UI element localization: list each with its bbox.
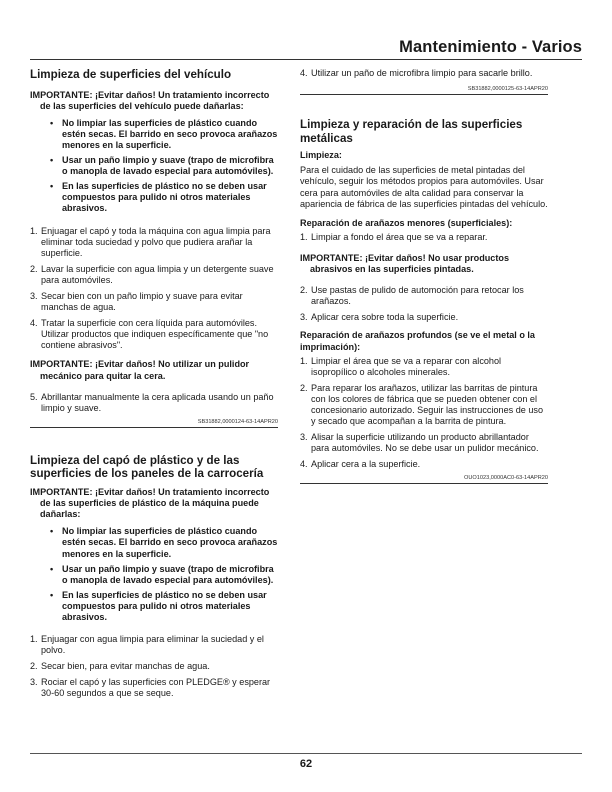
- step-item: 2. Secar bien, para evitar manchas de agua.: [30, 661, 210, 672]
- step-item: 1. Enjuagar con agua limpia para eliminar la suciedad y el polvo.: [30, 634, 264, 656]
- important-notice: IMPORTANTE: ¡Evitar daños! Un tratamiento incorrecto de las superficies de plástico de la máquina puede dañarlas:: [30, 487, 270, 520]
- step-item: 1. Limpiar a fondo el área que se va a reparar.: [300, 231, 488, 242]
- step-list: [30, 226, 278, 352]
- list-item: • No limpiar las superficies de plástico cuando estén secas. El barrido en seco provoca arañazos menores en la superficie.: [50, 526, 278, 559]
- bullet-icon: •: [50, 155, 54, 166]
- section-heading-plastic-hood: Limpieza del capó de plástico y de las superficies de los paneles de la carrocería: [30, 453, 264, 481]
- list-item: • En las superficies de plástico no se deben usar compuestos para pulido ni otros materiales abrasivos.: [50, 589, 267, 622]
- list-item: • Usar un paño limpio y suave (trapo de microfibra o manopla de lavado especial para automóviles).: [50, 155, 274, 177]
- section-heading-metal-surfaces: Limpieza y reparación de las superficies metálicas: [300, 118, 523, 145]
- subheading-cleaning: Limpieza:: [300, 150, 342, 161]
- important-notice: IMPORTANTE: ¡Evitar daños! No utilizar un pulidor mecánico para quitar la cera.: [30, 359, 250, 381]
- step-item: 5. Abrillantar manualmente la cera aplicada usando un paño limpio y suave.: [30, 391, 274, 413]
- title-rule: [30, 59, 582, 60]
- step-item: 4. Utilizar un paño de microfibra limpio para sacarle brillo.: [300, 68, 533, 78]
- bullet-icon: •: [50, 526, 54, 537]
- bullet-list: [30, 118, 278, 215]
- page-title: Mantenimiento - Varios: [399, 38, 582, 56]
- right-column: [300, 66, 548, 484]
- step-list: [300, 356, 548, 471]
- step-item: 4. Tratar la superficie con cera líquida para automóviles. Utilizar productos que indiquen específicamente que "no contiene abrasivos".: [30, 318, 269, 351]
- step-list: [30, 634, 278, 699]
- page-number: 62: [299, 758, 313, 770]
- step-item: 2. Lavar la superficie con agua limpia y un detergente suave para automóviles.: [30, 263, 274, 285]
- reference-code: SB31882,0000124-63-14APR20: [30, 419, 278, 428]
- step-item: 3. Secar bien con un paño limpio y suave para evitar manchas de agua.: [30, 291, 243, 313]
- bullet-icon: •: [50, 117, 54, 128]
- bullet-icon: •: [50, 589, 54, 600]
- bullet-icon: •: [50, 181, 54, 192]
- step-list: [300, 68, 548, 79]
- step-item: 2. Use pastas de pulido de automoción para retocar los arañazos.: [300, 285, 524, 307]
- section-heading-vehicle-surfaces: Limpieza de superficies del vehículo: [30, 68, 232, 81]
- step-list: [300, 285, 548, 323]
- step-item: 3. Alisar la superficie utilizando un producto abrillantador para automóviles. No se debe usar un pulidor mecánico.: [300, 432, 539, 454]
- list-item: • Usar un paño limpio y suave (trapo de microfibra o manopla de lavado especial para automóviles).: [50, 563, 274, 585]
- bullet-icon: •: [50, 563, 54, 574]
- reference-code: SB31882,0000125-63-14APR20: [300, 86, 548, 95]
- important-notice: IMPORTANTE: ¡Evitar daños! Un tratamiento incorrecto de las superficies del vehículo puede dañarlas:: [30, 89, 270, 111]
- list-item: • En las superficies de plástico no se deben usar compuestos para pulido ni otros materiales abrasivos.: [50, 181, 267, 214]
- step-item: 1. Limpiar el área que se va a reparar con alcohol isopropílico o alcoholes minerales.: [300, 355, 502, 377]
- important-notice: IMPORTANTE: ¡Evitar daños! No usar productos abrasivos en las superficies pintadas.: [300, 252, 510, 275]
- step-item: 2. Para reparar los arañazos, utilizar las barritas de pintura con los colores de fábrica que se pueden obtener con el concesionario autorizado. Seguir las instrucciones de uso y secado que acompañan a la barrita de pintura.: [300, 382, 544, 427]
- paragraph: Para el cuidado de las superficies de metal pintadas del vehículo, seguir los métodos propios para automóviles. Usar cera para automóviles de alta calidad para conservar la apariencia de fábrica de las superficies pintadas del vehículo.: [300, 165, 548, 209]
- subheading-deep-scratch: Reparación de arañazos profundos (se ve el metal o la imprimación):: [300, 330, 535, 352]
- step-item: 3. Rociar el capó y las superficies con PLEDGE® y esperar 30-60 segundos a que se seque.: [30, 677, 271, 699]
- footer-rule: [30, 753, 582, 754]
- subheading-minor-scratch: Reparación de arañazos menores (superficiales):: [300, 217, 513, 228]
- step-list: [30, 392, 278, 414]
- step-item: 3. Aplicar cera sobre toda la superficie.: [300, 312, 459, 323]
- step-list: [300, 232, 548, 243]
- reference-code: OUO1023,0000AC0-63-14APR20: [300, 475, 548, 484]
- list-item: • No limpiar las superficies de plástico cuando estén secas. El barrido en seco provoca arañazos menores en la superficie.: [50, 117, 278, 150]
- bullet-list: [30, 526, 278, 623]
- step-item: 4. Aplicar cera a la superficie.: [300, 459, 421, 470]
- step-item: 1. Enjuagar el capó y toda la máquina con agua limpia para eliminar toda suciedad y polvo que pudiera arañar la superficie.: [30, 225, 271, 258]
- left-column: [30, 66, 278, 705]
